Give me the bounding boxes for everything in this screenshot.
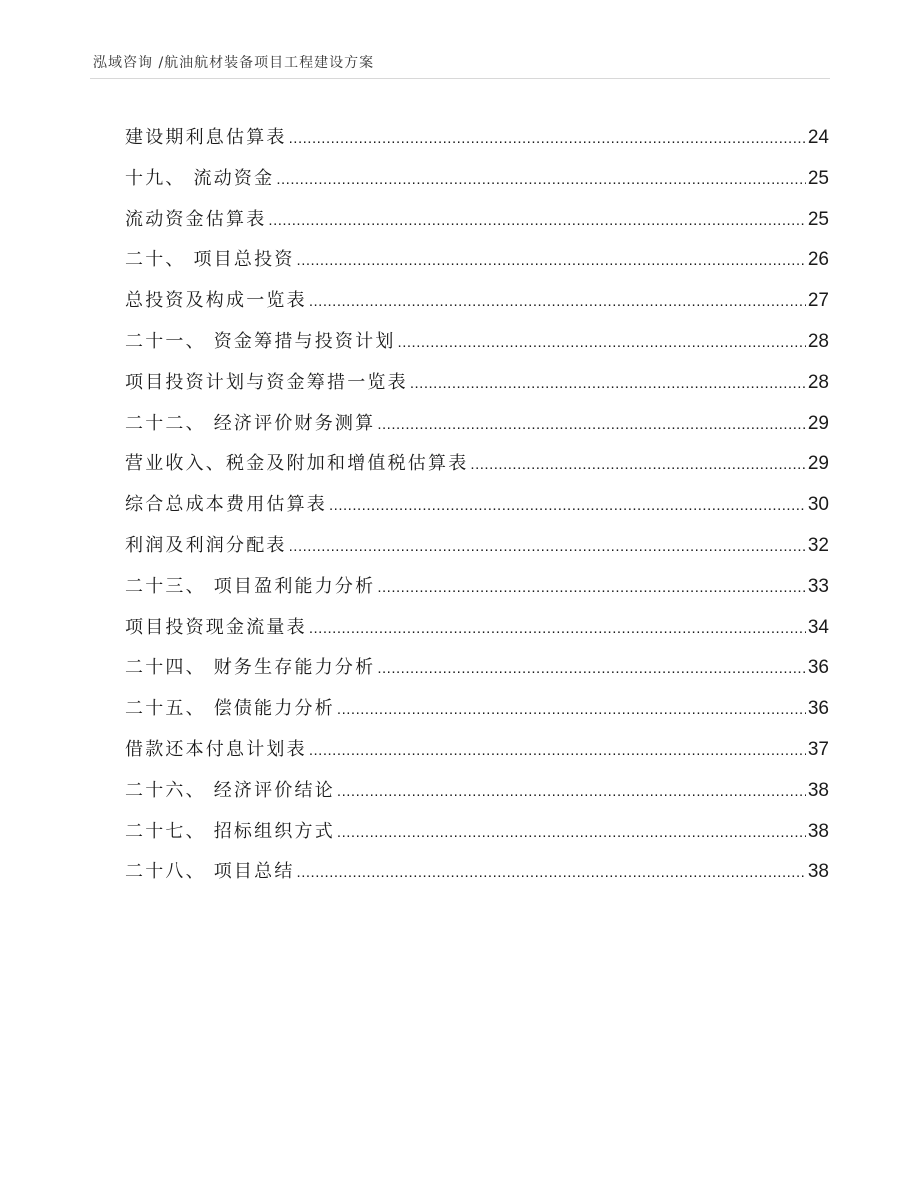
toc-entry[interactable] <box>125 648 829 689</box>
toc-entry-title: 流动资金估算表 <box>125 208 267 230</box>
toc-leader-dots <box>276 160 806 201</box>
toc-entry[interactable] <box>125 730 829 771</box>
toc-entry[interactable] <box>125 852 829 893</box>
toc-entry[interactable] <box>125 812 829 853</box>
toc-entry-page: 25 <box>807 208 829 230</box>
toc-entry-title: 二十、 项目总投资 <box>125 249 295 271</box>
toc-entry[interactable] <box>125 689 829 730</box>
toc-entry-title: 二十七、 招标组织方式 <box>125 820 335 842</box>
toc-leader-dots <box>337 690 806 731</box>
toc-leader-dots <box>297 853 806 894</box>
toc-entry-page: 38 <box>807 820 829 842</box>
toc-entry-page: 36 <box>807 698 829 720</box>
toc-entry-page: 25 <box>807 167 829 189</box>
toc-entry-page: 36 <box>807 657 829 679</box>
toc-entry[interactable] <box>125 322 829 363</box>
toc-entry[interactable] <box>125 404 829 445</box>
toc-entry-page: 37 <box>807 738 829 760</box>
toc-entry-title: 二十八、 项目总结 <box>125 861 295 883</box>
toc-entry[interactable] <box>125 485 829 526</box>
table-of-contents <box>125 118 829 893</box>
toc-leader-dots <box>377 649 806 690</box>
toc-leader-dots <box>268 201 805 242</box>
toc-entry-title: 二十一、 资金筹措与投资计划 <box>125 330 396 352</box>
toc-leader-dots <box>297 241 806 282</box>
toc-leader-dots <box>377 405 806 446</box>
toc-entry[interactable] <box>125 363 829 404</box>
toc-leader-dots <box>309 609 806 650</box>
toc-entry[interactable] <box>125 444 829 485</box>
toc-entry-page: 34 <box>807 616 829 638</box>
toc-entry-page: 33 <box>807 575 829 597</box>
toc-entry-page: 28 <box>807 330 829 352</box>
toc-leader-dots <box>410 364 806 405</box>
toc-leader-dots <box>337 813 806 854</box>
toc-entry-title: 二十三、 项目盈利能力分析 <box>125 575 376 597</box>
toc-entry-page: 38 <box>807 861 829 883</box>
toc-entry-page: 24 <box>807 127 829 148</box>
toc-entry[interactable] <box>125 118 829 159</box>
toc-leader-dots <box>289 527 806 568</box>
toc-entry-page: 30 <box>807 494 829 516</box>
toc-entry-page: 28 <box>807 371 829 393</box>
toc-entry-title: 利润及利润分配表 <box>125 534 287 556</box>
toc-entry[interactable] <box>125 200 829 241</box>
toc-entry-title: 营业收入、税金及附加和增值税估算表 <box>125 453 469 475</box>
toc-entry-page: 32 <box>807 534 829 556</box>
toc-entry-page: 29 <box>807 453 829 475</box>
toc-entry[interactable] <box>125 526 829 567</box>
toc-entry-title: 借款还本付息计划表 <box>125 738 307 760</box>
toc-leader-dots <box>289 119 806 160</box>
toc-entry-title: 建设期利息估算表 <box>125 127 287 148</box>
header-divider <box>90 78 830 79</box>
toc-leader-dots <box>309 282 806 323</box>
toc-entry-title: 二十六、 经济评价结论 <box>125 779 335 801</box>
running-header: 泓域咨询 /航油航材装备项目工程建设方案 <box>93 55 375 71</box>
toc-entry-page: 38 <box>807 779 829 801</box>
toc-leader-dots <box>329 486 806 527</box>
toc-entry-title: 十九、 流动资金 <box>125 167 275 189</box>
toc-entry[interactable] <box>125 240 829 281</box>
toc-entry-title: 项目投资现金流量表 <box>125 616 307 638</box>
toc-entry[interactable] <box>125 281 829 322</box>
toc-leader-dots <box>337 772 806 813</box>
toc-entry-title: 综合总成本费用估算表 <box>125 494 327 516</box>
toc-leader-dots <box>309 731 806 772</box>
toc-leader-dots <box>377 568 806 609</box>
toc-entry[interactable] <box>125 608 829 649</box>
toc-entry-title: 二十二、 经济评价财务测算 <box>125 412 376 434</box>
toc-leader-dots <box>398 323 806 364</box>
toc-entry-page: 29 <box>807 412 829 434</box>
toc-entry-title: 项目投资计划与资金筹措一览表 <box>125 371 408 393</box>
toc-entry[interactable] <box>125 567 829 608</box>
toc-entry-title: 二十五、 偿债能力分析 <box>125 698 335 720</box>
toc-entry-title: 总投资及构成一览表 <box>125 290 307 312</box>
toc-entry[interactable] <box>125 771 829 812</box>
toc-entry[interactable] <box>125 159 829 200</box>
toc-leader-dots <box>470 445 805 486</box>
toc-entry-page: 27 <box>807 290 829 312</box>
toc-entry-page: 26 <box>807 249 829 271</box>
toc-entry-title: 二十四、 财务生存能力分析 <box>125 657 376 679</box>
